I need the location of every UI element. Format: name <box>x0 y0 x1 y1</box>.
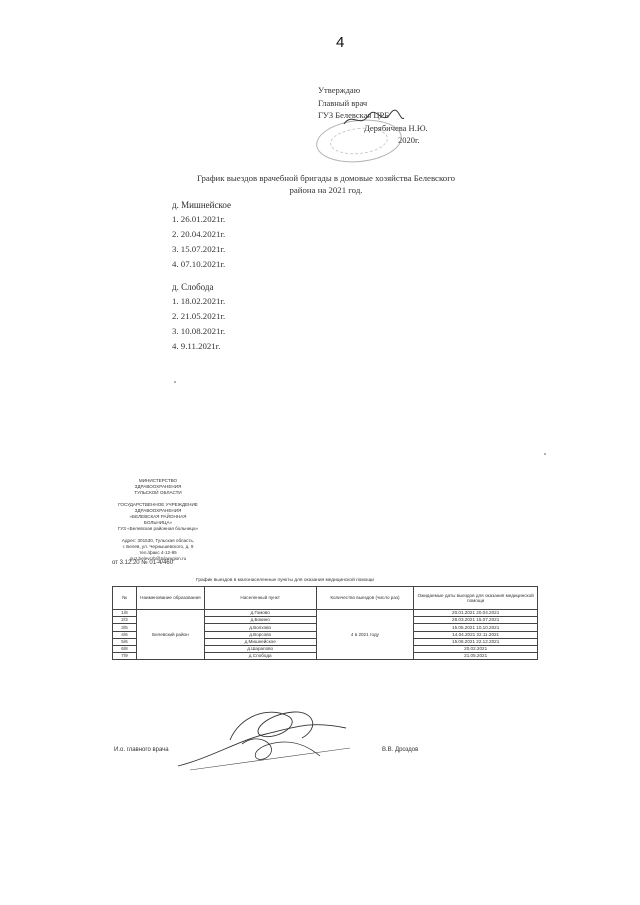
letterhead <box>112 478 204 562</box>
visit-date: 4. 9.11.2021г. <box>172 341 221 351</box>
village-heading: д. Мишнейское <box>172 200 231 210</box>
dates-cell: 20.01.2021 20.04.2021 <box>414 610 538 617</box>
approval-line: Дерябичева Н.Ю. <box>364 122 428 133</box>
table-row <box>113 610 538 617</box>
row-number: 3/5 <box>113 624 137 631</box>
letterhead-line: тел./факс 4-12-95 <box>139 550 177 555</box>
column-header: Населенный пункт <box>204 587 316 610</box>
approval-signature <box>342 108 406 130</box>
visit-date: 3. 10.08.2021г. <box>172 326 226 336</box>
letterhead-line: guz.belevcrb@tularegion.ru <box>129 556 187 561</box>
letterhead-line: БОЛЬНИЦА» <box>143 520 173 525</box>
dates-cell: 15.06.2021 22.12.2021 <box>414 638 538 645</box>
dates-cell: 21.05.2021 <box>414 653 538 660</box>
visit-date: 1. 18.02.2021г. <box>172 296 226 306</box>
letterhead-line: г. Белев, ул. Чернышевского, д. 9 <box>122 544 194 549</box>
handwritten-signature <box>170 700 360 780</box>
letterhead-line: ГУЗ «Белевская районная больница» <box>117 526 199 531</box>
letterhead-line: ТУЛЬСКОЙ ОБЛАСТИ <box>134 490 182 495</box>
settlement-cell: д.Мишнейское <box>204 638 316 645</box>
approval-line: Утверждаю <box>318 85 361 95</box>
settlement-cell: д.Слобода <box>204 653 316 660</box>
column-header: № <box>113 587 137 610</box>
visit-date: 2. 21.05.2021г. <box>172 311 226 321</box>
municipality-cell: Белевский район <box>136 610 204 660</box>
letterhead-line: ЗДРАВООХРАНЕНИЯ <box>134 508 182 513</box>
row-number: 2/3 <box>113 617 137 624</box>
letterhead-line: Адрес: 301530, Тульская область, <box>121 538 195 543</box>
row-number: 7/9 <box>113 653 137 660</box>
dates-cell: 26.03.2021 15.07.2021 <box>414 617 538 624</box>
signatory-title: И.о. главного врача <box>114 747 169 753</box>
title-line-1: График выездов врачебной бригады в домовые хозяйства Белевского <box>197 173 455 183</box>
letterhead-line: «БЕЛЕВСКАЯ РАЙОННАЯ <box>129 514 187 519</box>
scan-speck <box>544 453 546 455</box>
settlement-cell: д.Шарапово <box>204 645 316 652</box>
visit-date: 1. 26.01.2021г. <box>172 214 226 224</box>
approval-line: ГУЗ Белевская ЦРБ <box>318 110 390 121</box>
letterhead-line: МИНИСТЕРСТВО <box>138 478 178 483</box>
settlement-cell: д.Бокино <box>204 617 316 624</box>
scan-speck <box>174 381 176 383</box>
dates-cell: 20.02.2021 <box>414 645 538 652</box>
village-dates-list <box>172 294 225 354</box>
village-heading: д. Слобода <box>172 282 214 292</box>
row-number: 5/6 <box>113 638 137 645</box>
row-number: 6/8 <box>113 645 137 652</box>
visit-date: 4. 07.10.2021г. <box>172 259 226 269</box>
visit-count-cell: 4 в 2021 году <box>316 610 414 660</box>
document-title <box>168 172 484 196</box>
letterhead-line: ГОСУДАРСТВЕННОЕ УЧРЕЖДЕНИЕ <box>118 502 198 507</box>
dates-cell: 15.05.2021 10.10.2021 <box>414 624 538 631</box>
signatory-name: В.В. Дроздов <box>382 747 419 753</box>
table-header-row <box>113 587 538 610</box>
row-number: 4/6 <box>113 631 137 638</box>
column-header: Наименование образования <box>136 587 204 610</box>
approval-line: 2020г. <box>398 135 420 146</box>
row-number: 1/8 <box>113 610 137 617</box>
village-dates-list <box>172 212 225 272</box>
page-number: 4 <box>336 34 345 51</box>
title-line-2: района на 2021 год. <box>289 185 363 195</box>
dates-cell: 14.04.2021 22.11.2021 <box>414 631 538 638</box>
visit-date: 3. 15.07.2021г. <box>172 244 226 254</box>
table-caption: График выездов в малонаселенные пункты для оказания медицинской помощи <box>196 578 374 583</box>
schedule-table <box>112 586 538 660</box>
settlement-cell: д.Ворсово <box>204 631 316 638</box>
column-header: Ожидаемые даты выездов для оказания медицинской помощи <box>414 587 538 610</box>
letterhead-line: ЗДРАВООХРАНЕНИЯ <box>134 484 182 489</box>
settlement-cell: д.Гомово <box>204 610 316 617</box>
outgoing-number: от 3.12.20 № 01-4/460 <box>112 560 174 566</box>
settlement-cell: д.Болхово <box>204 624 316 631</box>
column-header: Количество выездов (число раз) <box>316 587 414 610</box>
visit-date: 2. 20.04.2021г. <box>172 229 226 239</box>
approval-line: Главный врач <box>318 97 368 108</box>
